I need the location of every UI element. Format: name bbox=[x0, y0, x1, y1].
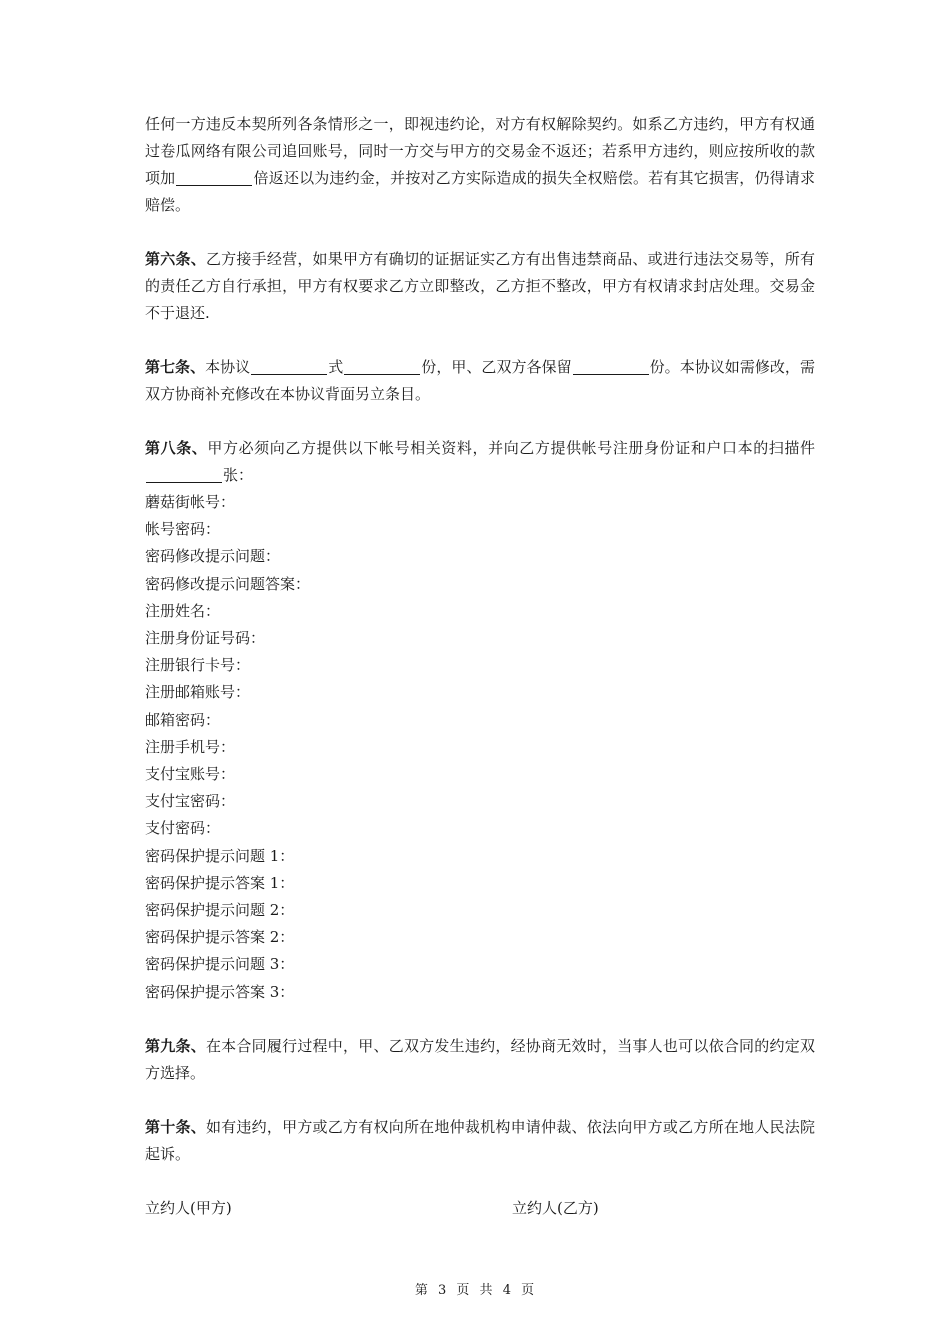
account-field: 密码保护提示答案 2： bbox=[145, 928, 295, 947]
clause-10-text: 如有违约，甲方或乙方有权向所在地仲裁机构申请仲裁、依法向甲方或乙方所在地人民法院起诉。 bbox=[145, 1117, 815, 1163]
clause-9 bbox=[145, 1033, 815, 1087]
account-field: 支付宝密码： bbox=[145, 792, 236, 811]
signature-party-b: 立约人(乙方) bbox=[512, 1198, 599, 1217]
clause-5-text-a: 任何一方违反本契所列各条情形之一，即视违约论，对方有权解除契约。如系乙方违约，甲方有权通过卷瓜网络有限公司追回账号，同时一方交与甲方的交易金不返还；若系甲方违约，则应按所收的款项加 bbox=[145, 115, 815, 187]
clause-7-text-a: 本协议 bbox=[205, 358, 251, 376]
account-field: 密码保护提示问题 1： bbox=[145, 846, 295, 865]
clause-9-text: 在本合同履行过程中，甲、乙双方发生违约，经协商无效时，当事人也可以依合同的约定双方选择。 bbox=[145, 1036, 815, 1082]
clause-9-heading: 第九条、 bbox=[145, 1036, 206, 1055]
clause-7 bbox=[145, 354, 815, 408]
clause-8-text-b: 张： bbox=[223, 466, 254, 484]
account-field: 注册姓名： bbox=[145, 601, 221, 620]
account-field: 注册手机号： bbox=[145, 737, 236, 756]
account-field-list bbox=[145, 489, 815, 1006]
page-number: 第 3 页 共 4 页 bbox=[414, 1283, 536, 1298]
account-field: 密码保护提示答案 1： bbox=[145, 873, 295, 892]
clause-8 bbox=[145, 435, 815, 489]
clause-8-text-a: 甲方必须向乙方提供以下帐号相关资料，并向乙方提供帐号注册身份证和户口本的扫描件 bbox=[207, 439, 815, 457]
account-field: 支付宝账号： bbox=[145, 765, 236, 784]
clause-10 bbox=[145, 1114, 815, 1168]
account-field: 蘑菇街帐号： bbox=[145, 493, 236, 511]
signature-row bbox=[145, 1195, 815, 1222]
fill-blank-copies-each bbox=[573, 358, 649, 375]
clause-7-text-d: 份。本协议如需修改，需双方协商补充修改在本协议背面另立条目。 bbox=[145, 358, 815, 403]
account-field: 密码保护提示问题 3： bbox=[145, 955, 295, 974]
account-field: 注册邮箱账号： bbox=[145, 683, 251, 702]
account-field: 注册银行卡号： bbox=[145, 656, 251, 675]
fill-blank-multiplier bbox=[176, 169, 252, 186]
clause-5 bbox=[145, 111, 815, 219]
account-field: 密码保护提示答案 3： bbox=[145, 982, 295, 1001]
fill-blank-format bbox=[251, 358, 327, 375]
fill-blank-copies bbox=[344, 358, 420, 375]
clause-7-heading: 第七条、 bbox=[145, 358, 206, 376]
account-field: 密码修改提示问题： bbox=[145, 547, 281, 566]
fill-blank-scan-count bbox=[146, 466, 222, 483]
account-field: 帐号密码： bbox=[145, 520, 221, 539]
account-field: 注册身份证号码： bbox=[145, 629, 266, 648]
clause-8-heading: 第八条、 bbox=[145, 439, 208, 457]
account-field: 邮箱密码： bbox=[145, 710, 221, 729]
clause-7-text-b: 式 bbox=[328, 358, 344, 376]
clause-5-text-b: 倍返还以为违约金，并按对乙方实际造成的损失全权赔偿。若有其它损害，仍得请求赔偿。 bbox=[145, 169, 815, 214]
clause-6-text: 乙方接手经营，如果甲方有确切的证据证实乙方有出售违禁商品、或进行违法交易等，所有的责任乙方自行承担，甲方有权要求乙方立即整改，乙方拒不整改，甲方有权请求封店处理。交易金不于退还. bbox=[145, 250, 815, 322]
clause-7-text-c: 份，甲、乙双方各保留 bbox=[421, 358, 572, 376]
clause-6 bbox=[145, 246, 815, 327]
account-field: 密码修改提示问题答案： bbox=[145, 574, 311, 593]
account-field: 密码保护提示问题 2： bbox=[145, 901, 295, 920]
account-field: 支付密码： bbox=[145, 819, 221, 838]
signature-party-a: 立约人(甲方) bbox=[145, 1198, 232, 1217]
document-body bbox=[145, 111, 815, 1222]
clause-6-heading: 第六条、 bbox=[145, 250, 206, 268]
clause-10-heading: 第十条、 bbox=[145, 1117, 206, 1136]
